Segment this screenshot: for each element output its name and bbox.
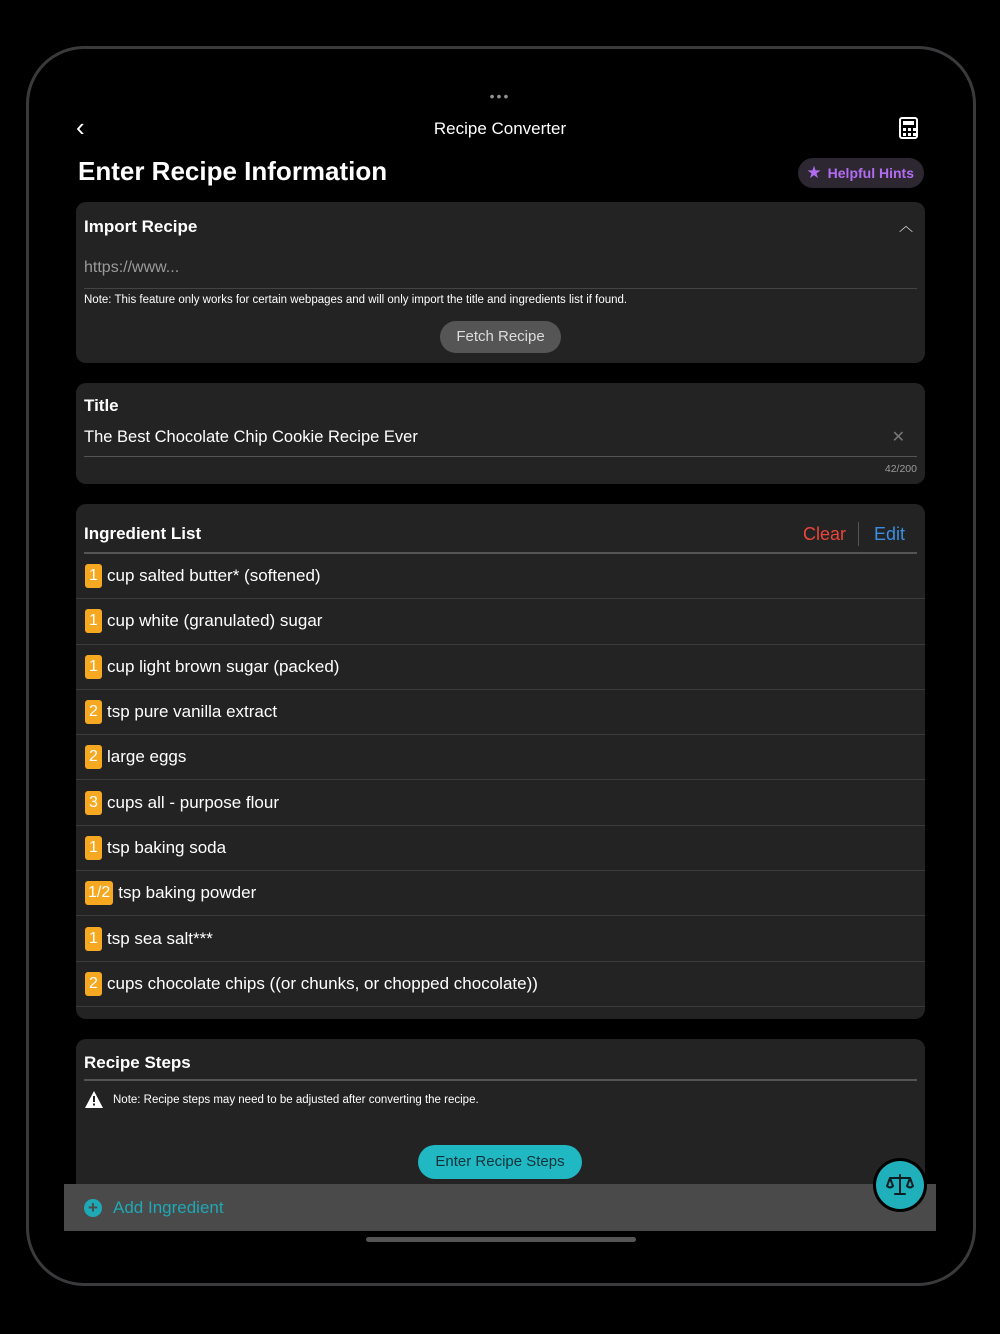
divider <box>84 1079 917 1081</box>
clear-button[interactable]: Clear <box>802 523 846 544</box>
ingredient-rows <box>76 554 925 1007</box>
scale-icon <box>876 1161 924 1209</box>
quantity-badge[interactable]: 3 <box>85 791 102 815</box>
quantity-badge[interactable]: 2 <box>85 745 102 769</box>
convert-fab-button[interactable] <box>873 1158 927 1212</box>
import-recipe-card <box>76 202 925 363</box>
ingredient-text: cup light brown sugar (packed) <box>107 656 340 676</box>
helpful-hints-label: Helpful Hints <box>827 165 914 181</box>
app-screen <box>64 70 936 1240</box>
ingredient-row[interactable] <box>76 871 925 916</box>
ingredient-text: tsp pure vanilla extract <box>107 702 278 722</box>
ingredient-text: cups all - purpose flour <box>107 792 279 812</box>
helpful-hints-button[interactable] <box>798 158 924 188</box>
ingredient-row[interactable] <box>76 645 925 690</box>
quantity-badge[interactable]: 1 <box>85 927 102 951</box>
character-counter: 42/200 <box>884 463 917 475</box>
plus-circle-icon: + <box>84 1199 102 1217</box>
ingredient-row[interactable] <box>76 916 925 961</box>
divider <box>858 522 859 546</box>
clear-icon[interactable]: ✕ <box>891 429 905 446</box>
quantity-badge[interactable]: 1 <box>85 564 102 588</box>
page-title: Enter Recipe Information <box>78 156 388 186</box>
ingredient-row[interactable] <box>76 962 925 1007</box>
fetch-recipe-button[interactable]: Fetch Recipe <box>440 321 561 353</box>
import-recipe-title: Import Recipe <box>84 217 198 236</box>
ingredient-actions <box>803 522 905 546</box>
title-card <box>76 383 925 484</box>
quantity-badge[interactable]: 1/2 <box>85 881 113 905</box>
url-input[interactable]: https://www... <box>84 254 917 289</box>
quantity-badge[interactable]: 2 <box>85 972 102 996</box>
add-ingredient-label: Add Ingredient <box>113 1197 224 1217</box>
ingredient-row[interactable] <box>76 780 925 825</box>
quantity-badge[interactable]: 1 <box>85 655 102 679</box>
ingredient-text: tsp baking soda <box>107 837 227 857</box>
warning-icon <box>85 1091 103 1108</box>
star-icon: ★ <box>806 163 822 182</box>
ingredient-row[interactable] <box>76 554 925 599</box>
nav-title: Recipe Converter <box>433 119 567 138</box>
multitasking-dots[interactable]: ••• <box>489 88 511 104</box>
nav-bar <box>64 112 936 142</box>
edit-button[interactable]: Edit <box>873 523 905 544</box>
ingredient-text: large eggs <box>107 747 187 767</box>
recipe-steps-title: Recipe Steps <box>84 1053 191 1072</box>
chevron-left-icon[interactable]: ‹ <box>76 112 85 142</box>
quantity-badge[interactable]: 1 <box>85 609 102 633</box>
calculator-icon[interactable] <box>899 117 918 139</box>
chevron-up-icon[interactable]: ︿ <box>899 218 913 234</box>
import-note: Note: This feature only works for certain webpages and will only import the title and ingredients list if found. <box>84 294 628 306</box>
ingredient-text: tsp baking powder <box>118 883 257 903</box>
ingredient-list-card <box>76 504 925 1019</box>
ingredient-row[interactable] <box>76 735 925 780</box>
ingredient-row[interactable] <box>76 826 925 871</box>
ingredient-list-title: Ingredient List <box>84 524 202 543</box>
ingredient-row[interactable] <box>76 599 925 644</box>
home-indicator[interactable] <box>366 1237 636 1242</box>
steps-note: Note: Recipe steps may need to be adjusted after converting the recipe. <box>113 1094 479 1106</box>
ingredient-text: cup salted butter* (softened) <box>107 566 321 586</box>
title-input[interactable]: The Best Chocolate Chip Cookie Recipe Ever <box>84 425 917 457</box>
ingredient-text: cups chocolate chips ((or chunks, or chopped chocolate)) <box>107 973 538 993</box>
recipe-steps-card <box>76 1039 925 1189</box>
title-label: Title <box>84 396 119 415</box>
quantity-badge[interactable]: 2 <box>85 700 102 724</box>
ingredient-row[interactable] <box>76 690 925 735</box>
ingredient-text: tsp sea salt*** <box>107 928 213 948</box>
quantity-badge[interactable]: 1 <box>85 836 102 860</box>
add-ingredient-bar[interactable] <box>64 1184 936 1231</box>
enter-recipe-steps-button[interactable]: Enter Recipe Steps <box>418 1145 582 1179</box>
ingredient-text: cup white (granulated) sugar <box>107 611 323 631</box>
